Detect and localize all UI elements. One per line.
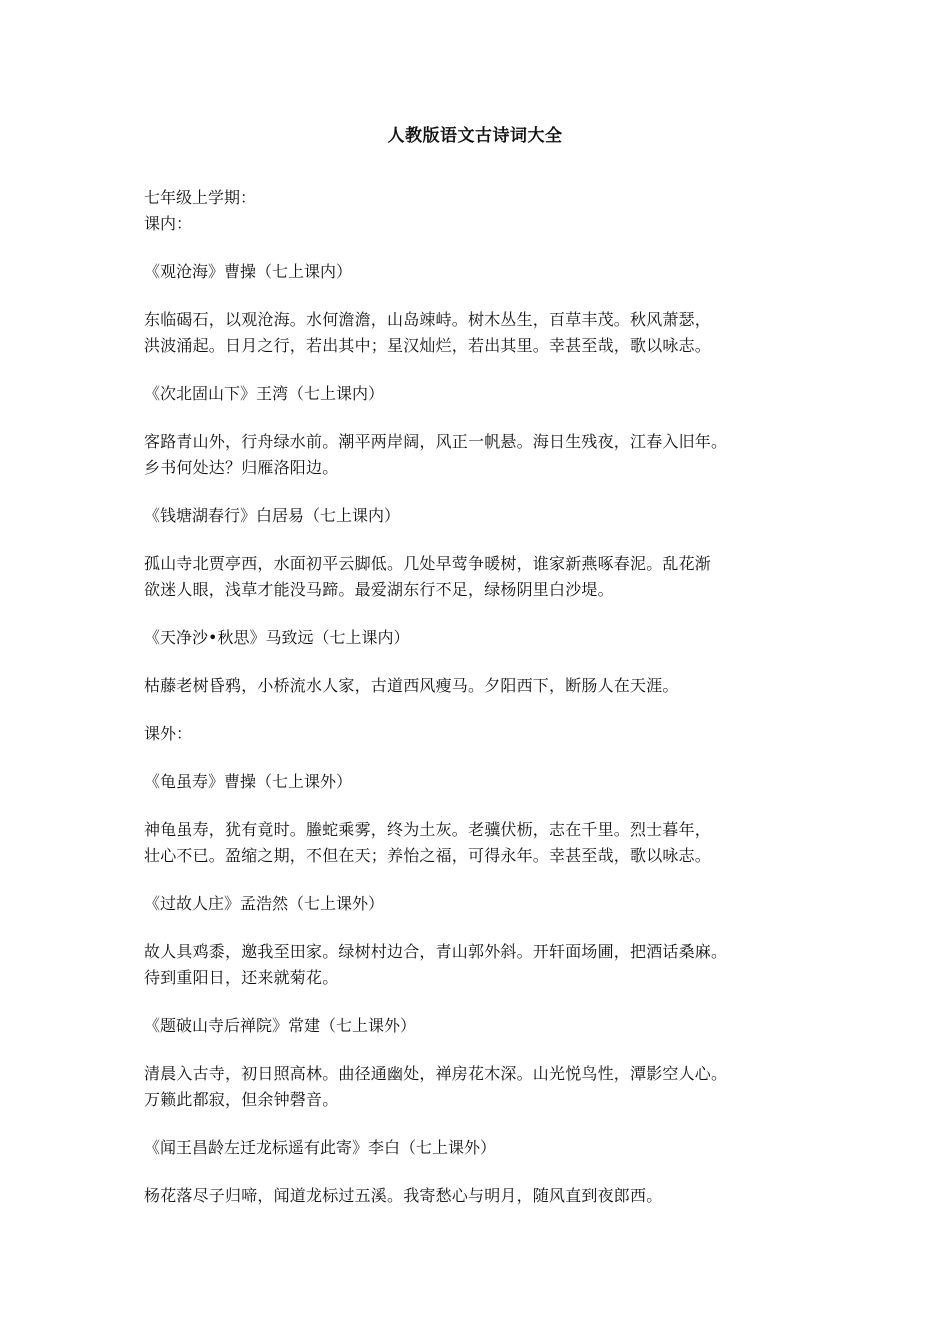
poem-line: 洪波涌起。日月之行，若出其中；星汉灿烂，若出其里。幸甚至哉，歌以咏志。 [144,336,712,355]
poem-heading: 《过故人庄》孟浩然（七上课外） [144,894,385,913]
poem-line: 清晨入古寺，初日照高林。曲径通幽处，禅房花木深。山光悦鸟性，潭影空人心。 [144,1064,728,1083]
poem-line: 神龟虽寿，犹有竟时。螣蛇乘雾，终为土灰。老骥伏枥，志在千里。烈士暮年， [144,820,712,839]
poem-block [144,769,816,869]
poem-block [144,1135,816,1209]
document-body [144,185,816,1209]
poem-heading: 《钱塘湖春行》白居易（七上课内） [144,506,401,525]
poem-heading: 《题破山寺后禅院》常建（七上课外） [144,1016,417,1035]
poem-block [144,1013,816,1113]
grade-label: 七年级上学期： [144,188,257,207]
section-label-outer: 课外： [144,724,193,743]
poem-heading: 《观沧海》曹操（七上课内） [144,262,353,281]
section-label-inner: 课内： [144,214,193,233]
poem-line: 欲迷人眼，浅草才能没马蹄。最爱湖东行不足，绿杨阴里白沙堤。 [144,580,614,599]
poem-line: 壮心不已。盈缩之期，不但在天；养怡之福，可得永年。幸甚至哉，歌以咏志。 [144,846,712,865]
poem-line: 东临碣石，以观沧海。水何澹澹，山岛竦峙。树木丛生，百草丰茂。秋风萧瑟， [144,310,712,329]
poem-line: 万籁此都寂，但余钟磬音。 [144,1090,339,1109]
poem-line: 客路青山外，行舟绿水前。潮平两岸阔，风正一帆悬。海日生残夜，江春入旧年。 [144,432,728,451]
poem-heading: 《龟虽寿》曹操（七上课外） [144,772,353,791]
poem-heading: 《闻王昌龄左迁龙标遥有此寄》李白（七上课外） [144,1138,497,1157]
poem-heading: 《次北固山下》王湾（七上课内） [144,384,385,403]
poem-line: 杨花落尽子归啼，闻道龙标过五溪。我寄愁心与明月，随风直到夜郎西。 [144,1186,663,1205]
poem-block [144,625,816,699]
poem-line: 故人具鸡黍，邀我至田家。绿树村边合，青山郭外斜。开轩面场圃，把酒话桑麻。 [144,942,728,961]
document-title: 人教版语文古诗词大全 [387,126,563,146]
poem-heading: 《天净沙•秋思》马致远（七上课内） [144,628,410,647]
poem-line: 乡书何处达？归雁洛阳边。 [144,458,339,477]
poem-block [144,259,816,359]
poem-block [144,891,816,991]
poem-block [144,381,816,481]
poem-line: 枯藤老树昏鸦，小桥流水人家，古道西风瘦马。夕阳西下，断肠人在天涯。 [144,676,679,695]
poem-line: 待到重阳日，还来就菊花。 [144,968,339,987]
poem-block [144,503,816,603]
poem-line: 孤山寺北贾亭西，水面初平云脚低。几处早莺争暖树，谁家新燕啄春泥。乱花渐 [144,554,712,573]
